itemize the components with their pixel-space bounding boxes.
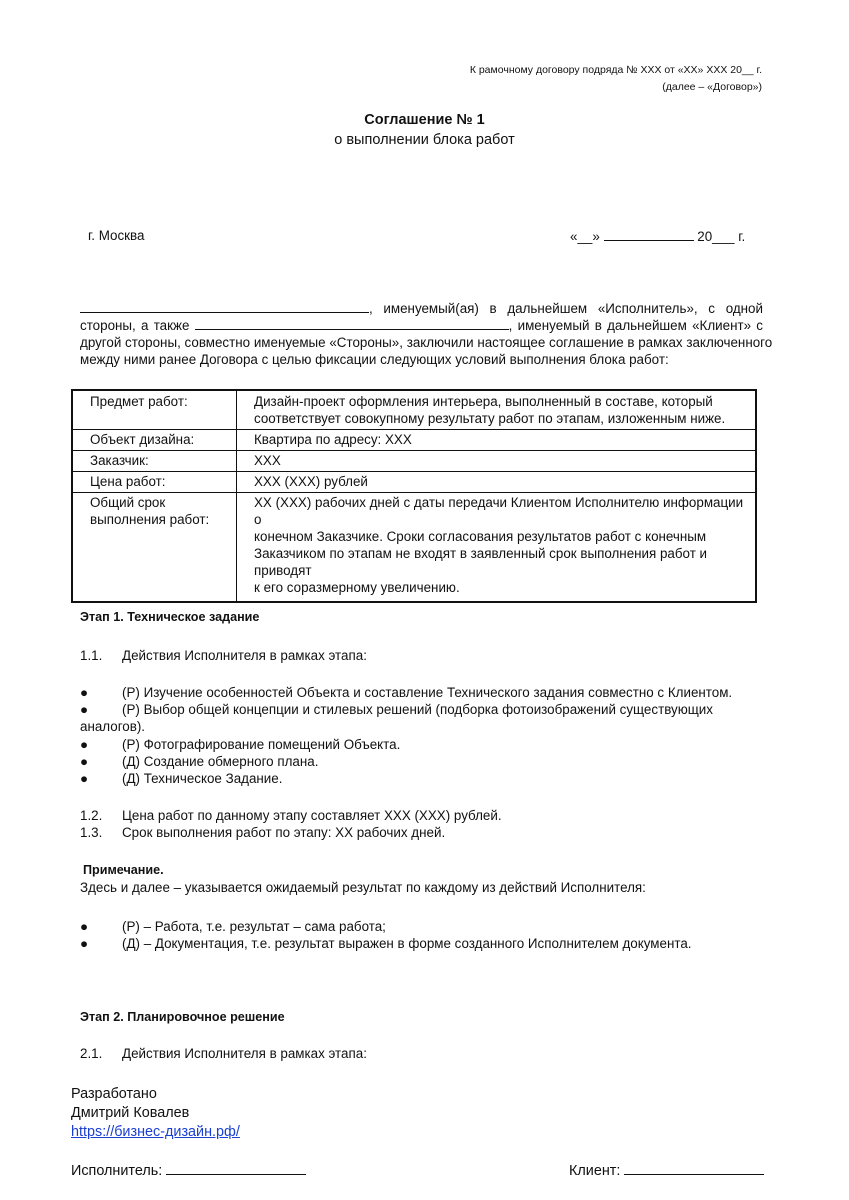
term-key: Общий срок выполнения работ:	[72, 493, 237, 603]
developed-label: Разработано	[71, 1086, 157, 1102]
stage-2-heading: Этап 2. Планировочное решение	[80, 1010, 285, 1024]
table-row	[72, 493, 756, 603]
term-key: Объект дизайна:	[72, 430, 237, 451]
clause-2-1: 2.1. Действия Исполнителя в рамках этапа:	[80, 1046, 367, 1061]
document-title: Соглашение № 1	[364, 112, 485, 128]
term-value: ХХХ	[237, 451, 757, 472]
intro-paragraph	[80, 300, 773, 368]
list-item: ● (Д) Создание обмерного плана.	[80, 754, 319, 769]
intro-line-1: , именуемый(ая) в дальнейшем «Исполнитель», с одной	[369, 301, 763, 316]
intro-line-2-end: , именуемый в дальнейшем «Клиент» с	[508, 318, 763, 333]
date-day: «__»	[570, 229, 600, 244]
note-heading: Примечание.	[83, 863, 164, 877]
clause-1-1: 1.1. Действия Исполнителя в рамках этапа:	[80, 648, 367, 663]
term-key: Предмет работ:	[72, 390, 237, 430]
date-year: 20___ г.	[697, 229, 746, 244]
intro-line-2-start: стороны, а также	[80, 318, 190, 333]
clause-1-2: 1.2. Цена работ по данному этапу составляет ХХХ (ХХХ) рублей.	[80, 808, 502, 823]
table-row	[72, 430, 756, 451]
bullet-icon: ●	[80, 702, 89, 717]
date-line	[570, 228, 745, 244]
client-signature-line	[624, 1160, 764, 1175]
executor-signature-line	[166, 1160, 306, 1175]
table-row	[72, 390, 756, 430]
list-item: ● (Р) Изучение особенностей Объекта и составление Технического задания совместно с Клиентом.	[80, 685, 733, 700]
term-key: Заказчик:	[72, 451, 237, 472]
bullet-icon: ●	[80, 685, 89, 700]
bullet-icon: ●	[80, 771, 89, 786]
intro-line-3: другой стороны, совместно именуемые «Стороны», заключили настоящее соглашение в рамках заключенного	[80, 335, 773, 350]
document-subtitle: о выполнении блока работ	[334, 132, 515, 148]
bullet-icon: ●	[80, 936, 89, 951]
term-value: ХХ (ХХХ) рабочих дней с даты передачи Клиентом Исполнителю информации о конечном Заказчике. Сроки согласования результатов работ с конечным Заказчиком по этапам не входят в заявленный срок выполнения работ и приводят к его соразмерному увеличению.	[237, 493, 757, 603]
stage-1-heading: Этап 1. Техническое задание	[80, 610, 260, 624]
intro-line-4: между ними ранее Договора с целью фиксации следующих условий выполнения блока работ:	[80, 352, 669, 367]
bullet-icon: ●	[80, 919, 89, 934]
list-item: ● (Д) Техническое Задание.	[80, 771, 283, 786]
term-value: Квартира по адресу: ХХХ	[237, 430, 757, 451]
list-item: ● (Д) – Документация, т.е. результат выражен в форме созданного Исполнителем документа.	[80, 936, 692, 951]
client-signature	[569, 1160, 764, 1179]
term-key: Цена работ:	[72, 472, 237, 493]
terms-table	[71, 389, 757, 603]
list-item: ● (Р) Фотографирование помещений Объекта.	[80, 737, 401, 752]
term-value: ХХХ (ХХХ) рублей	[237, 472, 757, 493]
bullet-icon: ●	[80, 754, 89, 769]
table-row	[72, 472, 756, 493]
date-month-blank	[604, 228, 694, 241]
list-item: ● (Р) – Работа, т.е. результат – сама работа;	[80, 919, 386, 934]
note-text: Здесь и далее – указывается ожидаемый результат по каждому из действий Исполнителя:	[80, 880, 646, 895]
list-item-continuation: аналогов).	[80, 719, 146, 734]
table-row	[72, 451, 756, 472]
executor-signature	[71, 1160, 306, 1179]
clause-1-3: 1.3. Срок выполнения работ по этапу: ХХ рабочих дней.	[80, 825, 446, 840]
contract-reference-line: К рамочному договору подряда № ХХХ от «ХХ» ХХХ 20__ г.	[469, 64, 762, 76]
list-item: ● (Р) Выбор общей концепции и стилевых решений (подборка фотоизображений существующих	[80, 702, 713, 717]
client-label: Клиент:	[569, 1163, 621, 1179]
term-value: Дизайн-проект оформления интерьера, выполненный в составе, который соответствует совокупному результату работ по этапам, изложенным ниже.	[237, 390, 757, 430]
contract-reference	[470, 62, 762, 96]
website-link[interactable]: https://бизнес-дизайн.рф/	[71, 1124, 240, 1140]
author-name: Дмитрий Ковалев	[71, 1105, 190, 1121]
client-name-blank	[195, 317, 509, 330]
executor-name-blank	[80, 300, 369, 313]
bullet-icon: ●	[80, 737, 89, 752]
contract-reference-note: (далее – «Договор»)	[662, 81, 762, 93]
executor-label: Исполнитель:	[71, 1163, 163, 1179]
city: г. Москва	[88, 228, 145, 243]
